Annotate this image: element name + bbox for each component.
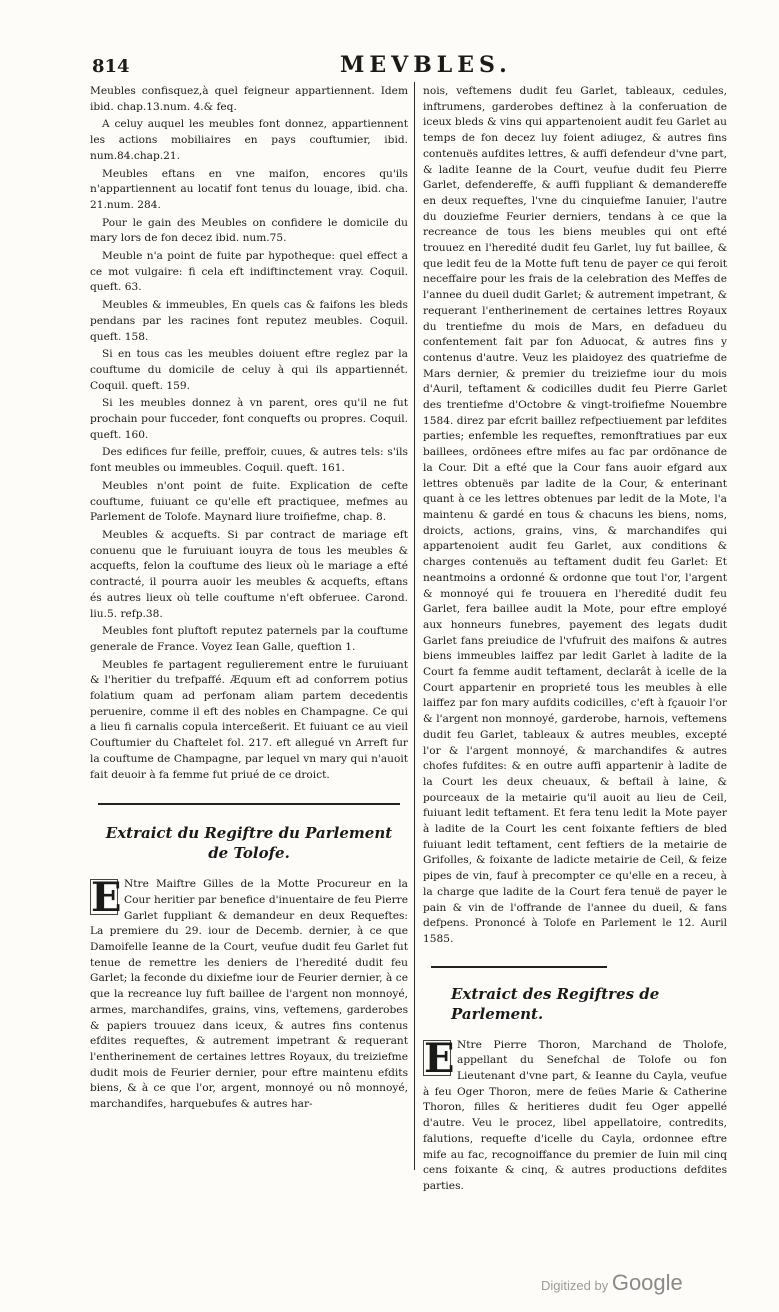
entry-paragraph: Si les meubles donnez à vn parent, ores qu'il ne fut prochain pour fucceder, font conquefts ou propres. Coquil. queft. 160. (90, 397, 408, 441)
left-column (90, 84, 408, 1115)
judgment-text: nois, veftemens dudit feu Garlet, tableaux, cedules, inftrumens, garderobes deftinez à la conferuation de iceux bleds & vins qui appartenoient audit feu Garlet au temps de fon decez luy foient adiugez, & autres fins contenuës aufdites lettres, & auffi defendeur d'vne part, & ladite Ieanne de la Court, veufue dudit feu Pierre Garlet, defendereffe, & auffi fuppliant & demandereffe en deux requeftes, l'vne du cinquiefme Ianuier, l'autre du douziefme Feurier derniers, tendans à ce que la recreance de tous les biens meubles qui ont efté trouuez en l'heredité dudit feu Garlet, luy fut baillee, & que ledit feu de la Motte fuft tenu de payer ce qui feroit neceffaire pour les frais de la celebration des Meffes de l'annee du dueil dudit Garlet; & autrement impetrant, & requerant l'entherinement de certaines lettres Royaux du trentiefme du mois de Mars, en defadueu du confentement fait par fon Aduocat, & autres fins y contenus d'autre. Veuz les plaidoyez des quatriefme de Mars dernier, & premier du treiziefme iour du mois d'Auril, teftament & codicilles dudit feu Pierre Garlet des trentiefme d'Octobre & vingt-troifiefme Nouembre 1584. direz par efcrit baillez refpectiuement par lefdites parties; enfemble les requeftes, remonftratiues par eux baillees, ordõnees eftre mifes au fac par ordõnance de la Cour. Dit a efté que la Cour fans auoir efgard aux lettres obtenuës par ladite de la Cour, & enterinant quant à ce les lettres obtenues par ledit de la Mote, l'a maintenu & gardé en tous & chacuns les biens, noms, droicts, actions, grains, vins, & marchandifes qui appartenoient audit feu Garlet, aux conditions & charges contenuës au teftament dudit feu Garlet: Et neantmoins a ordonné & ordonne que tout l'or, l'argent & monnoyé qui fe trouuera en l'heredité dudit feu Garlet, fera baillee audit la Mote, pour eftre employé aux honneurs funebres, payement des legats dudit Garlet fans preiudice de l'vfufruit des maifons & autres biens immeubles laiffez par ledit Garlet à ladite de la Court fa femme audit teftament, declarât à icelle de la Court appartenir en proprieté tous les meubles à elle laiffez par fon mary aufdits codicilles, c'eft à fçauoir l'or & l'argent non monnoyé, garderobe, harnois, veftemens dudit feu Garlet, tableaux & autres meubles, excepté l'or & l'argent monnoyé, & marchandifes & autres chofes fufdites: & en outre auffi appartenir à ladite de la Court les deux cheuaux, & beftail à laine, & pourceaux de la metairie qu'il auoit au lieu de Ceil, fuiuant ledit teftament. Et fera tenu ledit la Mote payer à ladite de la Court les cent foixante feftiers de bled fuiuant ledit teftament, cent feftiers de la metairie de Grifolles, & foixante de ladicte metairie de Ceil, & feize pipes de vin, fauf à precompter ce qu'elle en a receu, à la charge que ladite de la Court fera tenuë de payer le pain & vin de l'offrande de l'annee du dueil, & fans defpens. Prononcé à Tolofe en Parlement le 12. Auril 1585. (423, 85, 727, 945)
entry-paragraph: Meubles & immeubles, En quels cas & faifons les bleds pendans par les racines font reputez meubles. Coquil. queft. 158. (90, 299, 408, 343)
entry-paragraph: Meubles fe partagent regulierement entre le furuiuant & l'heritier du trefpaffé. Æquum eft ad conforrem potius folatium quam ad perfonam aliam partem decedentis peruenire, comme il eft des nobles en Champagne. Ce qui a lieu fi carnalis copula interceßerit. Et fuiuant ce au vieil Couftumier du Chaftelet fol. 217. eft allegué vn Arreft fur la couftume de Champagne, par lequel vn mary qui n'auoit fait deuoir à fa femme fut priué de ce droict. (90, 658, 408, 781)
extract-heading: Extraict du Regiftre du Parlement de Tolofe. (105, 824, 393, 863)
extract-body (423, 1034, 727, 1195)
entry-paragraph: Meubles font pluftoft reputez paternels par la couftume generale de France. Voyez Iean Galle, queftion 1. (90, 625, 408, 653)
drop-cap: E (424, 1034, 455, 1082)
page-number: 814 (92, 56, 130, 77)
entry-paragraph: Des edifices fur feille, preffoir, cuues, & autres tels: s'ils font meubles ou immeubles. Coquil. queft. 161. (90, 446, 408, 475)
entry-paragraph: Meubles confisquez,à quel feigneur appartiennent. Idem ibid. chap.13.num. 4.& feq. (90, 85, 408, 113)
extract-body (90, 874, 408, 1113)
extract-text: Ntre Maiftre Gilles de la Motte Procureur en la Cour heritier par benefice d'inuentaire de feu Pierre Garlet fuppliant & demandeur en deux Requeftes: La premiere du 29. iour de Decemb. dernier, à ce que Damoifelle Ieanne de la Court, veufue dudit feu Garlet fut tenue de remettre les deniers de l'heredité dudit feu Garlet; la feconde du dixiefme iour de Feurier dernier, à ce que la recreance luy fuft baillee de l'argent non monnoyé, armes, marchandifes, grains, vins, veftemens, garderobes & papiers trouuez dans iceux, & autres fins contenus efdites requeftes, & autrement impetrant & requerant l'entherinement de certaines lettres Royaux, du treiziefme dudit mois de Feurier dernier, pour eftre maintenu efdits biens, & à ce que l'or, argent, monnoyé ou nô monnoyé, marchandifes, harquebufes & autres har- (90, 878, 408, 1111)
entry-paragraph: Pour le gain des Meubles on confidere le domicile du mary lors de fon decez ibid. num.75. (90, 216, 408, 245)
google-logo: Google (611, 1270, 683, 1295)
digitized-footer (541, 1270, 683, 1296)
entry-paragraph: A celuy auquel les meubles font donnez, appartiennent les actions mobiliaires en pays couftumier, ibid. num.84.chap.21. (90, 118, 408, 162)
section-divider (98, 803, 400, 805)
digitized-label: Digitized by (541, 1278, 609, 1293)
running-title: MEVBLES. (340, 52, 512, 78)
entry-paragraph: Meuble n'a point de fuite par hypotheque: quel effect a ce mot vulgaire: fi cela eft indiftinctement vray. Coquil. queft. 63. (90, 250, 408, 294)
entry-paragraph: Meubles & acquefts. Si par contract de mariage eft conuenu que le furuiuant iouyra de tous les meubles & acquefts, felon la couftume des lieux où le mariage a efté contracté, il pourra auoir les meubles & acquefts, eftans és autres lieux où telle couftume n'eft obferuee. Carond. liu.5. refp.38. (90, 528, 408, 620)
entry-paragraph: Meubles eftans en vne maifon, encores qu'ils n'appartiennent au locatif font tenus du louage, ibid. cha. 21.num. 284. (90, 167, 408, 211)
drop-cap: E (91, 874, 122, 922)
extract-heading: Extraict des Regiftres de Parlement. (451, 984, 660, 1023)
extract-text: Ntre Pierre Thoron, Marchand de Tholofe, appellant du Senefchal de Tolofe ou fon Lieutenant d'vne part, & Ieanne du Cayla, veufue à feu Oger Thoron, mere de feües Marie & Catherine Thoron, filles & heritieres dudit feu Oger appellé d'autre. Veu le procez, libel appellatoire, contredits, falutions, requefte d'icelle du Cayla, ordonnee eftre mife au fac, recognoiffance du premier de Iuin mil cinq cens foixante & cinq, & autres productions defdites parties. (423, 1038, 727, 1192)
entry-paragraph: Meubles n'ont point de fuite. Explication de cefte couftume, fuiuant ce qu'elle eft practiquee, mefmes au Parlement de Tolofe. Maynard liure troifiefme, chap. 8. (90, 479, 408, 524)
column-divider (414, 82, 415, 1170)
entry-paragraph: Si en tous cas les meubles doiuent eftre reglez par la couftume du domicile de celuy à qui ils appartiennét. Coquil. queft. 159. (90, 348, 408, 392)
page-header (0, 52, 779, 82)
section-divider (431, 966, 607, 968)
right-column (423, 84, 727, 1197)
